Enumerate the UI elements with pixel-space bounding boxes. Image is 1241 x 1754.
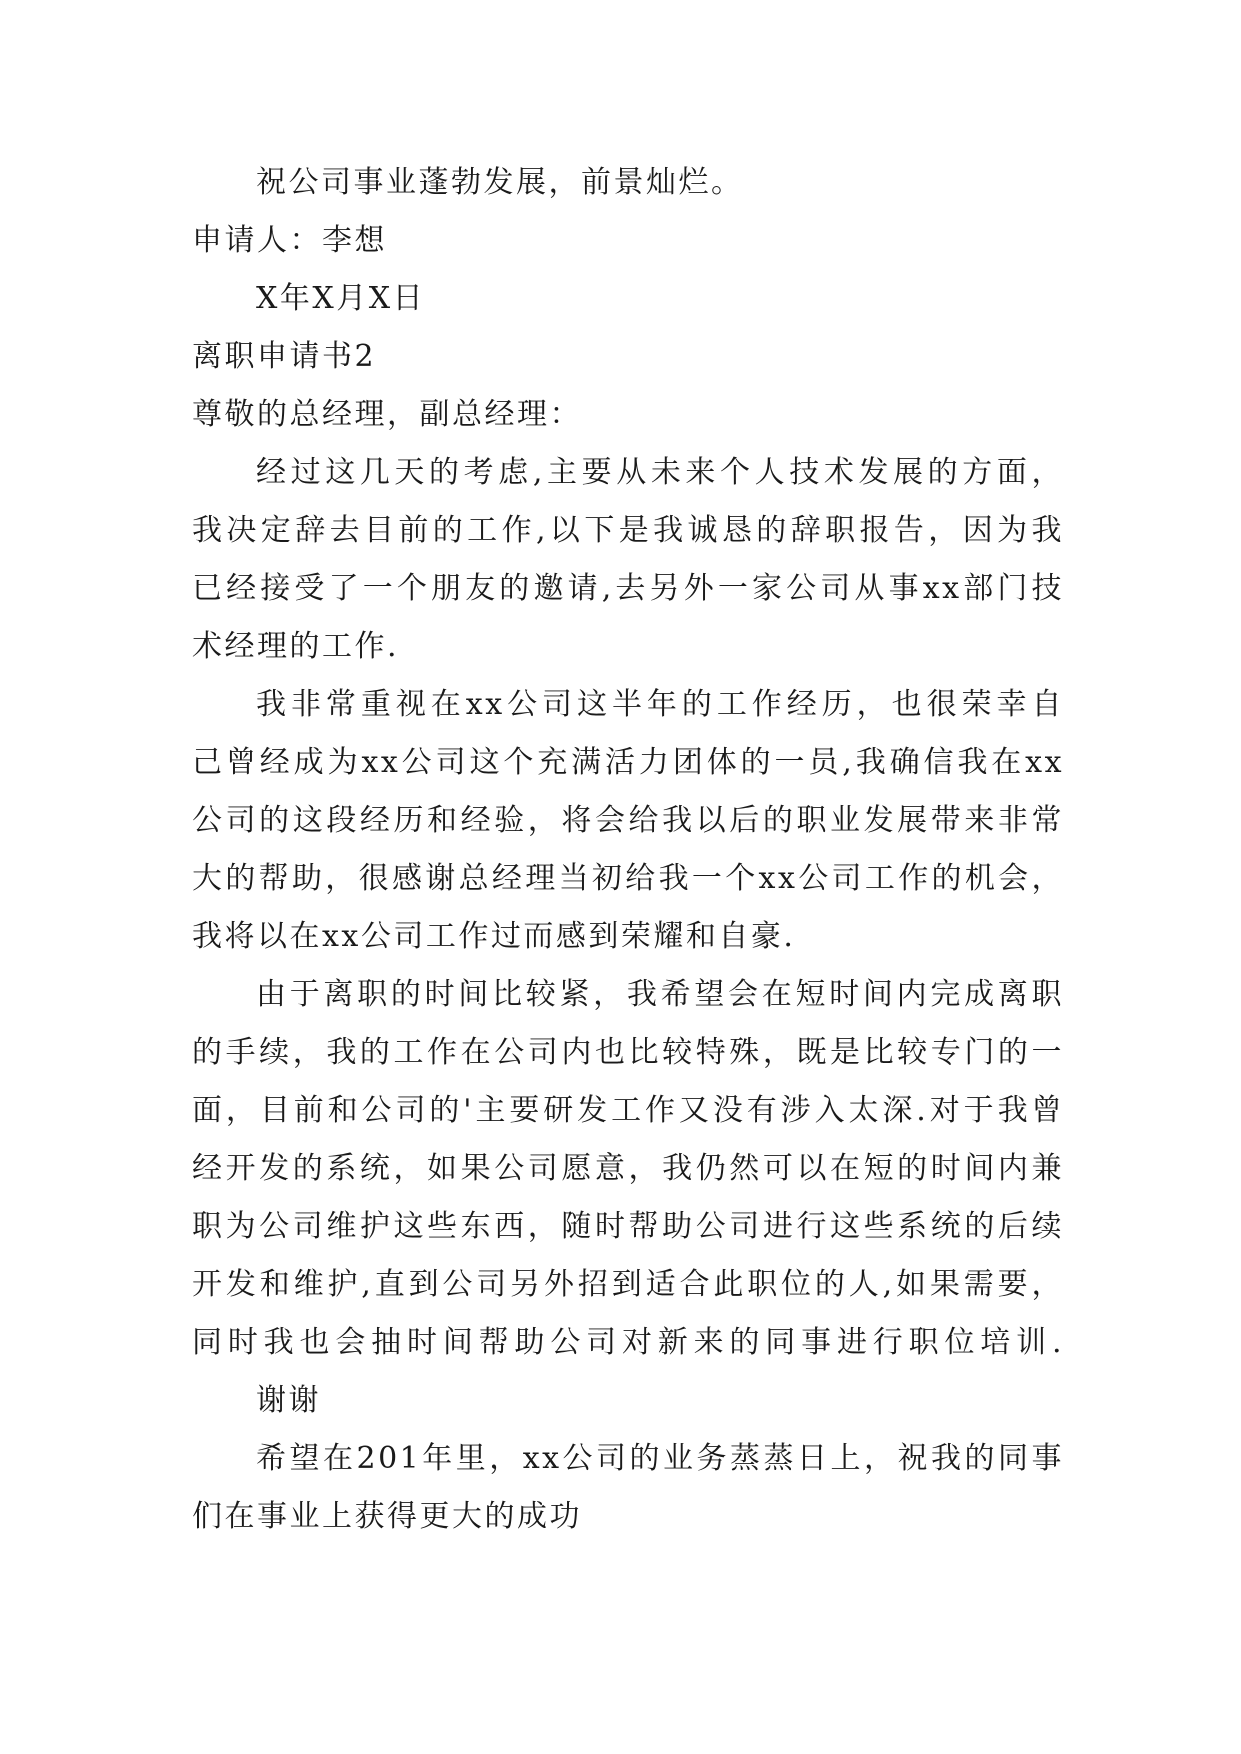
text-line: 职为公司维护这些东西，随时帮助公司进行这些系统的后续 xyxy=(192,1209,1064,1244)
text-line: 的手续，我的工作在公司内也比较特殊，既是比较专门的一 xyxy=(192,1035,1064,1070)
text-line: 经过这几天的考虑,主要从未来个人技术发展的方面， xyxy=(256,455,1064,490)
text-line: 祝公司事业蓬勃发展，前景灿烂。 xyxy=(256,165,744,200)
text-line: 同时我也会抽时间帮助公司对新来的同事进行职位培训. xyxy=(192,1325,1064,1360)
text-line: 我非常重视在xx公司这半年的工作经历，也很荣幸自 xyxy=(256,687,1064,722)
text-line: 尊敬的总经理，副总经理： xyxy=(192,397,582,432)
text-line: 经开发的系统，如果公司愿意，我仍然可以在短的时间内兼 xyxy=(192,1151,1064,1186)
text-line: 开发和维护,直到公司另外招到适合此职位的人,如果需要， xyxy=(192,1267,1064,1302)
text-line: 谢谢 xyxy=(256,1383,321,1418)
text-line: 申请人：李想 xyxy=(192,223,387,258)
text-line: X年X月X日 xyxy=(256,281,426,316)
text-line: 公司的这段经历和经验，将会给我以后的职业发展带来非常 xyxy=(192,803,1064,838)
text-line: 希望在201年里，xx公司的业务蒸蒸日上，祝我的同事 xyxy=(256,1441,1064,1476)
text-line: 离职申请书2 xyxy=(192,339,377,374)
text-line: 面，目前和公司的'主要研发工作又没有涉入太深.对于我曾 xyxy=(192,1093,1064,1128)
text-line: 已经接受了一个朋友的邀请,去另外一家公司从事xx部门技 xyxy=(192,571,1064,606)
text-line: 由于离职的时间比较紧，我希望会在短时间内完成离职 xyxy=(256,977,1064,1012)
text-line: 我决定辞去目前的工作,以下是我诚恳的辞职报告，因为我 xyxy=(192,513,1064,548)
text-line: 术经理的工作. xyxy=(192,629,400,664)
text-line: 大的帮助，很感谢总经理当初给我一个xx公司工作的机会， xyxy=(192,861,1064,896)
text-line: 己曾经成为xx公司这个充满活力团体的一员,我确信我在xx xyxy=(192,745,1064,780)
text-line: 我将以在xx公司工作过而感到荣耀和自豪. xyxy=(192,919,796,954)
document-body xyxy=(192,154,1064,1546)
text-line: 们在事业上获得更大的成功 xyxy=(192,1499,582,1534)
